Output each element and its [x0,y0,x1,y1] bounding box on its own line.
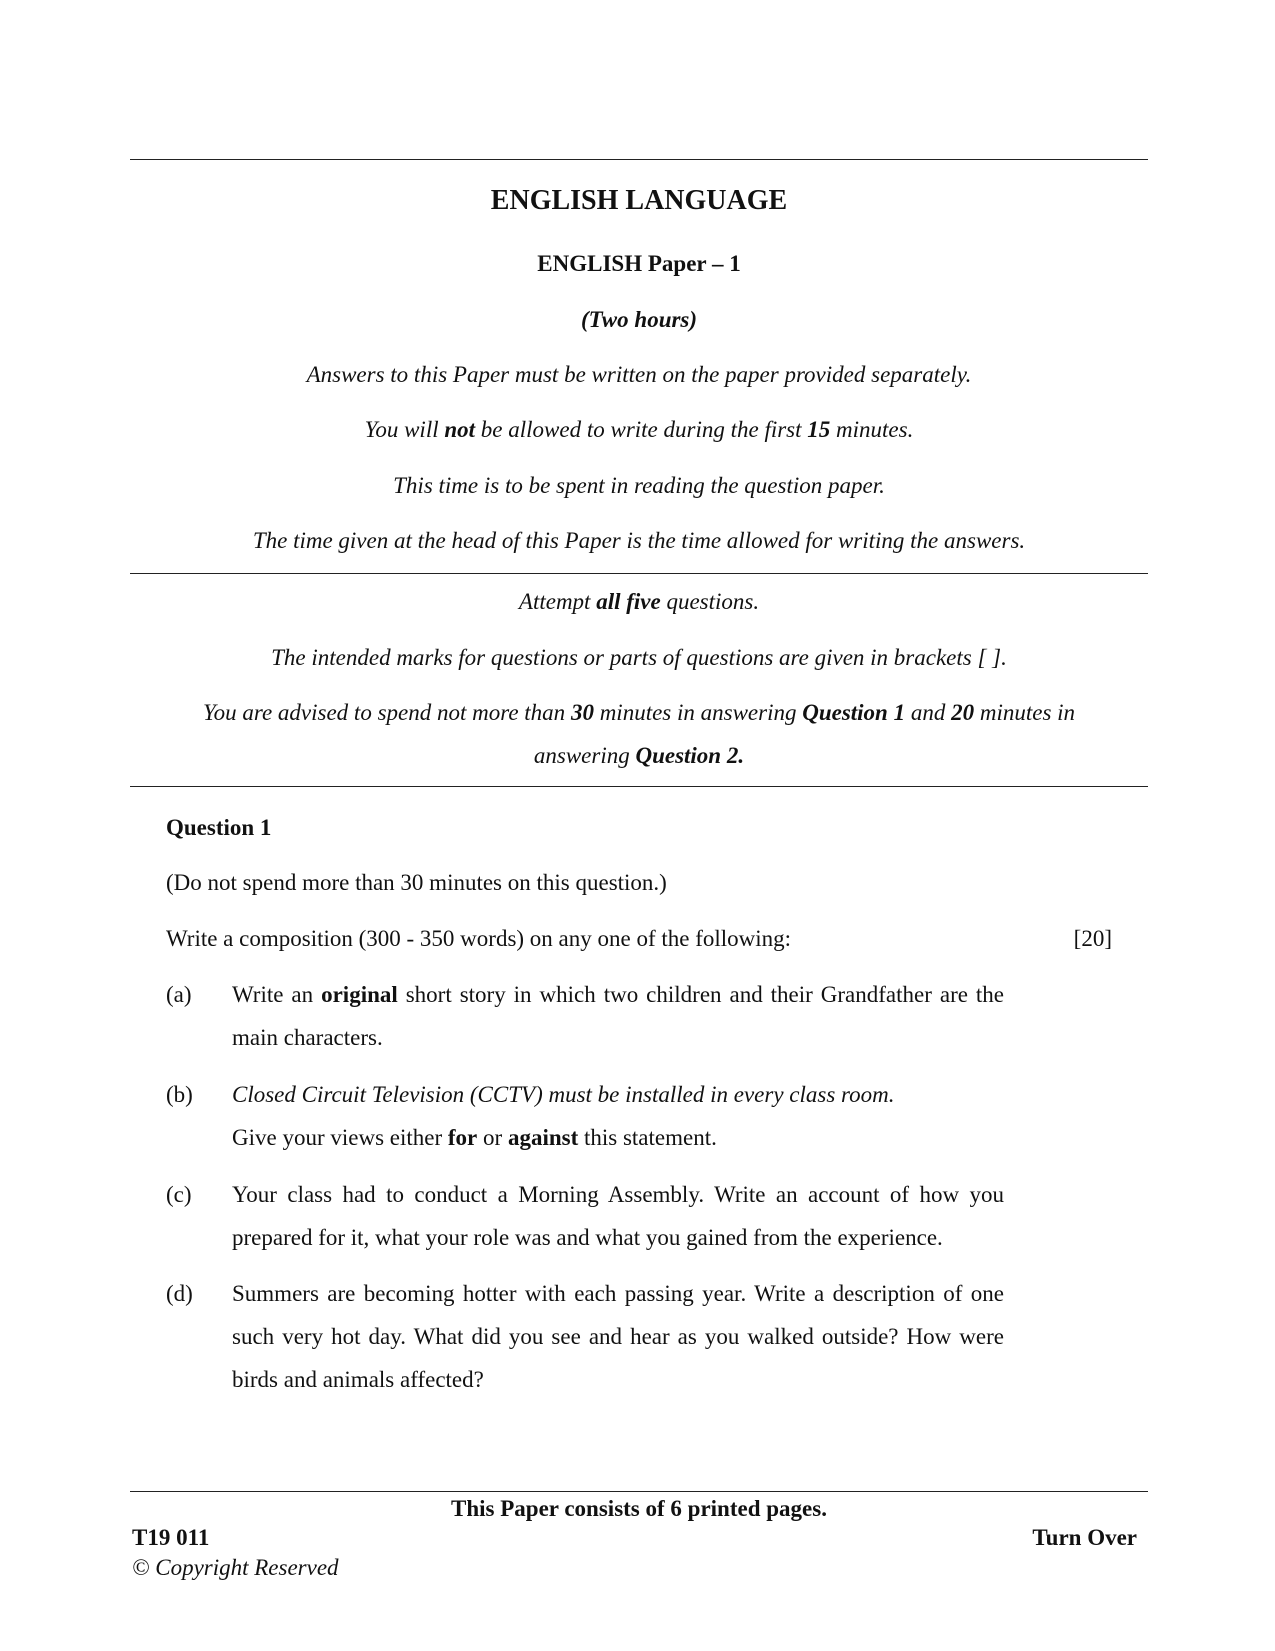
question-1-part-b [166,1073,1004,1159]
instructions-rule [130,573,1148,574]
text-run: Write an [232,982,322,1007]
part-label: (d) [166,1281,193,1306]
section-rule [130,786,1148,787]
statement: Closed Circuit Television (CCTV) must be installed in every class room. [232,1082,895,1107]
text-run: minutes. [830,417,914,442]
emphasis-all-five: all five [596,589,661,614]
question-1-part-c [166,1173,1004,1259]
question-1-part-a [166,973,1004,1059]
paper-subtitle: ENGLISH Paper – 1 [537,251,741,276]
part-text: Summers are becoming hotter with each passing year. Write a description of one such very hot day. What did you see and hear as you walked outside? How were birds and animals affected? [232,1281,1004,1392]
instruction-line-8 [130,741,1148,771]
part-label: (a) [166,982,192,1007]
part-text [232,973,1004,1059]
instruction-line-7 [130,698,1148,728]
emphasis-20: 20 [951,700,975,725]
emphasis-against: against [507,1125,579,1150]
part-text: Your class had to conduct a Morning Assembly. Write an account of how you prepared for it, what your role was and what you gained from the experience. [232,1182,1004,1250]
duration [130,305,1148,335]
text-run: be allowed to write during the first [475,417,808,442]
footer-rule [130,1491,1148,1492]
text-run: Give your views either [232,1125,448,1150]
part-label: (c) [166,1182,192,1207]
duration-text: (Two hours) [580,307,698,332]
text-run: You will [364,417,445,442]
question-1-prompt: Write a composition (300 - 350 words) on any one of the following: [166,926,792,951]
instruction-line-2 [130,415,1148,445]
instruction-line-1: Answers to this Paper must be written on the paper provided separately. [306,362,972,387]
text-run: this statement. [578,1125,717,1150]
text-run: minutes in [974,700,1076,725]
text-run: minutes in answering [593,700,803,725]
page-title: ENGLISH LANGUAGE [490,185,788,216]
emphasis-15: 15 [807,417,831,442]
emphasis-not: not [444,417,476,442]
text-run: and [905,700,952,725]
copyright: © Copyright Reserved [132,1555,339,1580]
emphasis-for: for [447,1125,478,1150]
instruction-line-5 [130,587,1148,617]
turn-over: Turn Over [1032,1525,1137,1550]
instruction-line-3: This time is to be spent in reading the question paper. [393,473,885,498]
text-run: short story in which two children and their Grandfather are the main characters. [232,982,1004,1050]
question-1-heading: Question 1 [166,815,272,840]
page-count-note: This Paper consists of 6 printed pages. [451,1496,827,1521]
text-run: or [477,1125,508,1150]
text-run: Attempt [518,589,597,614]
part-text [232,1073,1004,1159]
emphasis-question-1: Question 1 [802,700,906,725]
question-1-marks: [20] [1073,926,1112,951]
top-rule [130,159,1148,160]
question-1-part-d [166,1272,1004,1401]
part-label: (b) [166,1082,193,1107]
text-run: questions. [660,589,760,614]
text-run: You are advised to spend not more than [202,700,571,725]
emphasis-question-2: Question 2. [635,743,745,768]
paper-code: T19 011 [132,1525,210,1550]
text-run: answering [533,743,636,768]
emphasis-30: 30 [570,700,594,725]
instruction-line-6: The intended marks for questions or parts of questions are given in brackets [ ]. [271,645,1007,670]
question-1-note: (Do not spend more than 30 minutes on this question.) [166,870,667,895]
emphasis-original: original [321,982,398,1007]
instruction-line-4: The time given at the head of this Paper is the time allowed for writing the answers. [252,528,1026,553]
